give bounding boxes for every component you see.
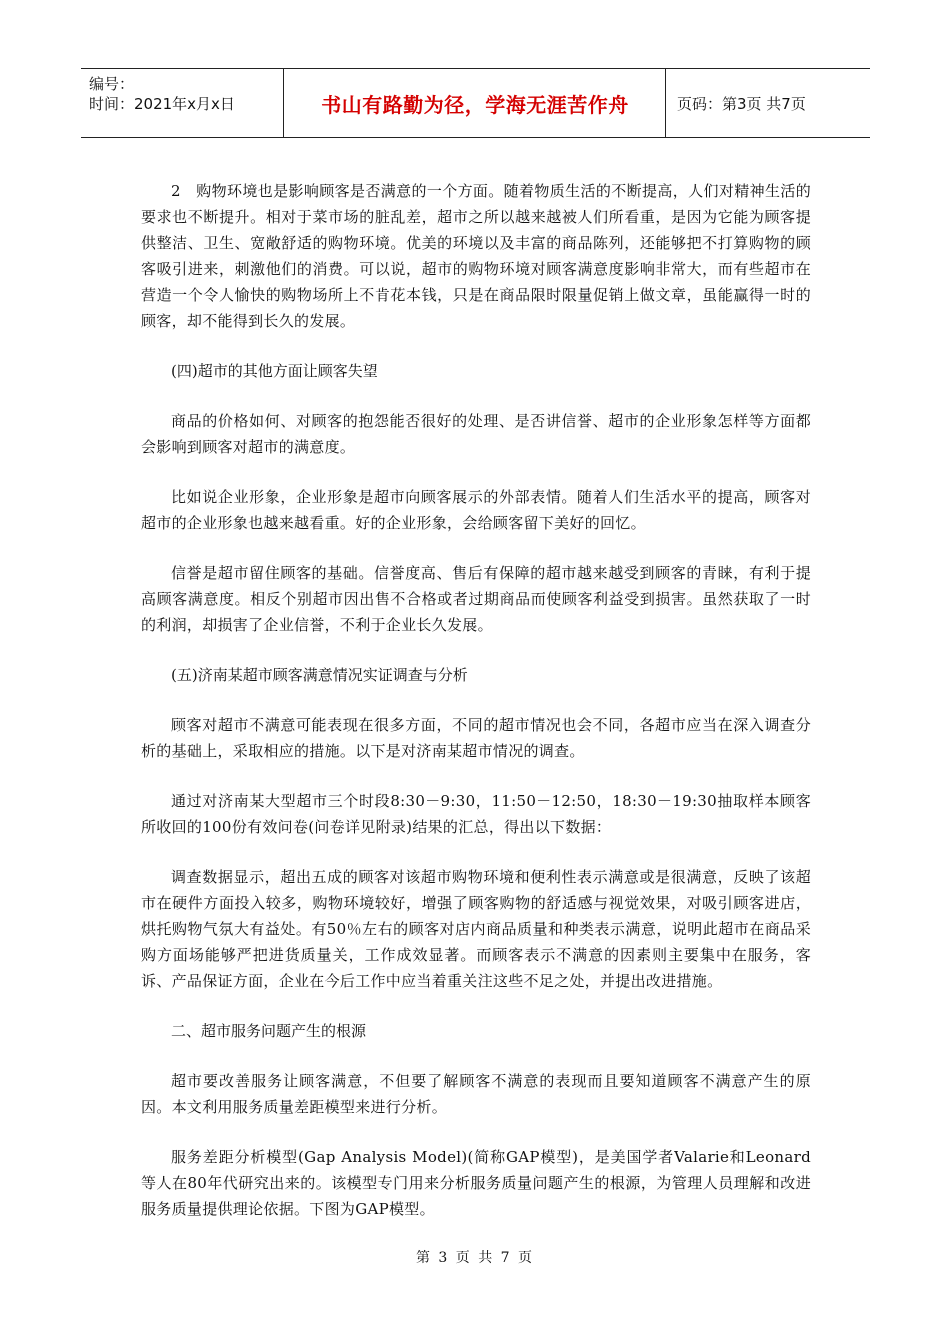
body-paragraph: 信誉是超市留住顾客的基础。信誉度高、售后有保障的超市越来越受到顾客的青睐，有利于提高顾客满意度。相反个别超市因出售不合格或者过期商品而使顾客利益受到损害。虽然获取了一时的利润，却损害了企业信誉，不利于企业长久发展。: [141, 564, 811, 634]
body-paragraph: 超市要改善服务让顾客满意，不但要了解顾客不满意的表现而且要知道顾客不满意产生的原因。本文利用服务质量差距模型来进行分析。: [141, 1072, 811, 1116]
document-body: [141, 178, 811, 1246]
header-motto: 书山有路勤为径，学海无涯苦作舟: [285, 69, 666, 137]
doc-number-label: 编号：: [89, 75, 135, 93]
body-paragraph: 调查数据显示，超出五成的顾客对该超市购物环境和便利性表示满意或是很满意，反映了该超市在硬件方面投入较多，购物环境较好，增强了顾客购物的舒适感与视觉效果，对吸引顾客进店，烘托购物气氛大有益处。有50％左右的顾客对店内商品质量和种类表示满意，说明此超市在商品采购方面场能够严把进货质量关，工作成效显著。而顾客表示不满意的因素则主要集中在服务，客诉、产品保证方面，企业在今后工作中应当着重关注这些不足之处，并提出改进措施。: [141, 868, 811, 990]
doc-date-label: 时间：2021年x月x日: [89, 95, 235, 113]
page-footer: 第 3 页 共 7 页: [415, 1250, 535, 1266]
body-paragraph: 通过对济南某大型超市三个时段8:30－9:30，11:50－12:50，18:30－19:30抽取样本顾客所收回的100份有效问卷(问卷详见附录)结果的汇总，得出以下数据：: [141, 792, 811, 836]
header-page-info: 页码：第3页 共7页: [677, 94, 806, 113]
body-paragraph: 服务差距分析模型(Gap Analysis Model)(简称GAP模型)，是美国学者Valarie和Leonard等人在80年代研究出来的。该模型专门用来分析服务质量问题产生的根源，为管理人员理解和改进服务质量提供理论依据。下图为GAP模型。: [141, 1148, 811, 1218]
section-heading: (四)超市的其他方面让顾客失望: [171, 362, 378, 380]
body-paragraph: 比如说企业形象，企业形象是超市向顾客展示的外部表情。随着人们生活水平的提高，顾客对超市的企业形象也越来越看重。好的企业形象，会给顾客留下美好的回忆。: [141, 488, 811, 532]
section-heading: 二、超市服务问题产生的根源: [171, 1022, 367, 1040]
body-paragraph: 商品的价格如何、对顾客的抱怨能否很好的处理、是否讲信誉、超市的企业形象怎样等方面都会影响到顾客对超市的满意度。: [141, 412, 811, 456]
page-header: [81, 68, 870, 138]
body-paragraph: 2 购物环境也是影响顾客是否满意的一个方面。随着物质生活的不断提高，人们对精神生活的要求也不断提升。相对于菜市场的脏乱差，超市之所以越来越被人们所看重，是因为它能为顾客提供整洁、卫生、宽敞舒适的购物环境。优美的环境以及丰富的商品陈列，还能够把不打算购物的顾客吸引进来，刺激他们的消费。可以说，超市的购物环境对顾客满意度影响非常大，而有些超市在营造一个令人愉快的购物场所上不肯花本钱，只是在商品限时限量促销上做文章，虽能赢得一时的顾客，却不能得到长久的发展。: [141, 182, 811, 330]
section-heading: (五)济南某超市顾客满意情况实证调查与分析: [171, 666, 468, 684]
body-paragraph: 顾客对超市不满意可能表现在很多方面，不同的超市情况也会不同，各超市应当在深入调查分析的基础上，采取相应的措施。以下是对济南某超市情况的调查。: [141, 716, 811, 760]
header-meta-cell: [81, 69, 284, 137]
